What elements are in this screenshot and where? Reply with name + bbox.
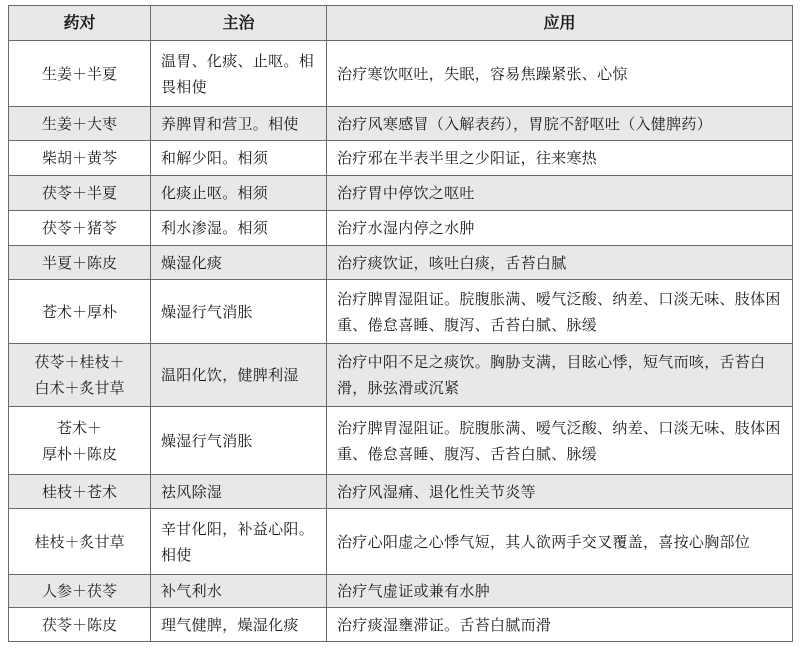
- table-row: [9, 141, 793, 176]
- indication-cell: 和解少阳。相须: [151, 141, 327, 176]
- application-cell: 治疗水湿内停之水肿: [327, 211, 793, 246]
- table-row: [9, 509, 793, 575]
- application-cell: 治疗气虚证或兼有水肿: [327, 575, 793, 608]
- application-cell: 治疗胃中停饮之呕吐: [327, 176, 793, 211]
- indication-cell: 燥湿行气消胀: [151, 280, 327, 344]
- table-row: [9, 608, 793, 642]
- indication-cell: 辛甘化阳，补益心阳。相使: [151, 509, 327, 575]
- application-cell: 治疗心阳虚之心悸气短，其人欲两手交叉覆盖，喜按心胸部位: [327, 509, 793, 575]
- herb-pair-cell: 生姜＋大枣: [9, 107, 151, 141]
- herb-pair-cell: 苍术＋ 厚朴＋陈皮: [9, 407, 151, 475]
- application-cell: 治疗脾胃湿阻证。脘腹胀满、嗳气泛酸、纳差、口淡无味、肢体困重、倦怠喜睡、腹泻、舌苔白腻、脉缓: [327, 280, 793, 344]
- application-cell: 治疗痰饮证，咳吐白痰，舌苔白腻: [327, 246, 793, 280]
- indication-cell: 燥湿行气消胀: [151, 407, 327, 475]
- table-row: [9, 246, 793, 280]
- header-herb-pair: 药对: [9, 6, 151, 41]
- herb-pair-cell: 茯苓＋陈皮: [9, 608, 151, 642]
- indication-cell: 补气利水: [151, 575, 327, 608]
- indication-cell: 理气健脾，燥湿化痰: [151, 608, 327, 642]
- indication-cell: 利水渗湿。相须: [151, 211, 327, 246]
- application-cell: 治疗邪在半表半里之少阳证，往来寒热: [327, 141, 793, 176]
- application-cell: 治疗中阳不足之痰饮。胸胁支满，目眩心悸，短气而咳，舌苔白滑，脉弦滑或沉紧: [327, 344, 793, 407]
- table-row: [9, 575, 793, 608]
- herb-pair-cell: 茯苓＋猪苓: [9, 211, 151, 246]
- herb-pair-cell: 茯苓＋半夏: [9, 176, 151, 211]
- herb-pair-table: [8, 5, 793, 642]
- table-header-row: [9, 6, 793, 41]
- table-row: [9, 107, 793, 141]
- herb-pair-cell: 桂枝＋炙甘草: [9, 509, 151, 575]
- application-cell: 治疗痰湿壅滞证。舌苔白腻而滑: [327, 608, 793, 642]
- application-cell: 治疗脾胃湿阻证。脘腹胀满、嗳气泛酸、纳差、口淡无味、肢体困重、倦怠喜睡、腹泻、舌苔白腻、脉缓: [327, 407, 793, 475]
- herb-pair-cell: 柴胡＋黄芩: [9, 141, 151, 176]
- application-cell: 治疗寒饮呕吐，失眠，容易焦躁紧张、心惊: [327, 41, 793, 107]
- table-row: [9, 41, 793, 107]
- table-row: [9, 176, 793, 211]
- herb-pair-cell: 桂枝＋苍术: [9, 475, 151, 509]
- herb-pair-cell: 人参＋茯苓: [9, 575, 151, 608]
- header-indications: 主治: [151, 6, 327, 41]
- indication-cell: 温胃、化痰、止呕。相畏相使: [151, 41, 327, 107]
- header-application: 应用: [327, 6, 793, 41]
- indication-cell: 化痰止呕。相须: [151, 176, 327, 211]
- table-row: [9, 211, 793, 246]
- herb-pair-cell: 生姜＋半夏: [9, 41, 151, 107]
- indication-cell: 养脾胃和营卫。相使: [151, 107, 327, 141]
- application-cell: 治疗风湿痛、退化性关节炎等: [327, 475, 793, 509]
- table-row: [9, 407, 793, 475]
- table-row: [9, 475, 793, 509]
- table-row: [9, 344, 793, 407]
- indication-cell: 燥湿化痰: [151, 246, 327, 280]
- indication-cell: 祛风除湿: [151, 475, 327, 509]
- herb-pair-cell: 苍术＋厚朴: [9, 280, 151, 344]
- application-cell: 治疗风寒感冒（入解表药），胃脘不舒呕吐（入健脾药）: [327, 107, 793, 141]
- table-row: [9, 280, 793, 344]
- herb-pair-cell: 茯苓＋桂枝＋ 白术＋炙甘草: [9, 344, 151, 407]
- indication-cell: 温阳化饮，健脾利湿: [151, 344, 327, 407]
- herb-pair-cell: 半夏＋陈皮: [9, 246, 151, 280]
